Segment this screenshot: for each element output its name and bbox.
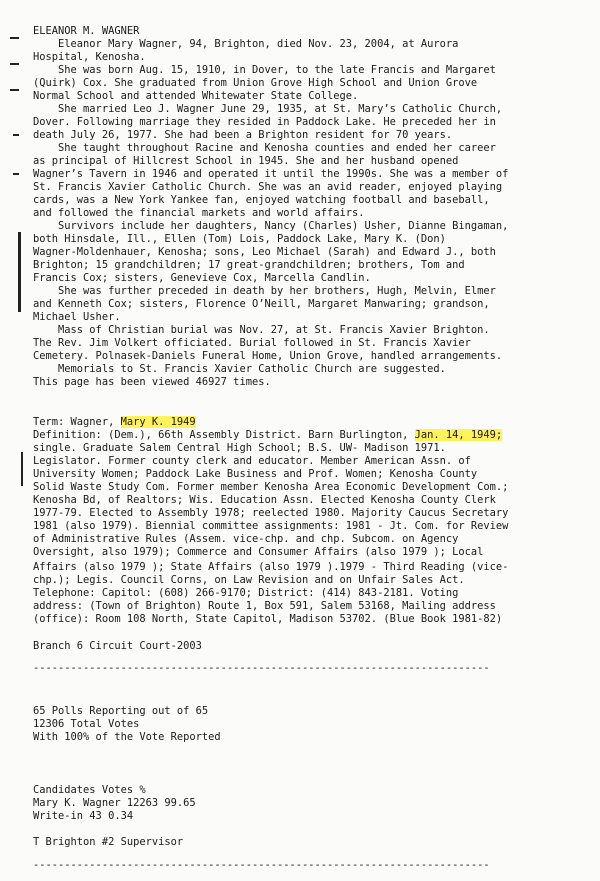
bluebook-line: University Women; Paddock Lake Business and Prof. Women; Kenosha County [33, 468, 478, 480]
footer-heading: T Brighton #2 Supervisor [33, 836, 184, 848]
obituary-line: Wagner’s Tavern in 1946 and operated it until the 1990s. She was a member of [33, 168, 509, 180]
margin-bar [18, 232, 21, 312]
obituary-line: and Kenneth Cox; sisters, Florence O’Neill, Margaret Manwaring; grandson, [33, 298, 490, 310]
obituary-line: Francis Cox; sisters, Genevieve Cox, Marcella Candlin. [33, 272, 371, 284]
margin-mark [10, 89, 19, 91]
obituary-line: Michael Usher. [33, 311, 121, 323]
obituary-line: and followed the financial markets and world affairs. [33, 207, 365, 219]
obituary-line: both Hinsdale, Ill., Ellen (Tom) Lois, Paddock Lake, Mary K. (Don) [33, 233, 446, 245]
margin-bar [21, 452, 23, 486]
bluebook-line: Oversight, also 1979); Commerce and Consumer Affairs (also 1979 ); Local [33, 546, 484, 558]
obituary-line: ELEANOR M. WAGNER [33, 25, 140, 37]
bluebook-line: Legislator. Former county clerk and educator. Member American Assn. of [33, 455, 471, 467]
bluebook-line: (office): Room 108 North, State Capitol, Madison 53702. (Blue Book 1981-82) [33, 613, 503, 625]
obituary-line: Mass of Christian burial was Nov. 27, at St. Francis Xavier Brighton. [33, 324, 490, 336]
obituary-line: She was born Aug. 15, 1910, in Dover, to the late Francis and Margaret [33, 64, 496, 76]
obituary-line: cards, was a New York Yankee fan, enjoyed watching football and baseball, [33, 194, 490, 206]
candidate-row: Mary K. Wagner 12263 99.65 [33, 797, 196, 809]
obituary-line: Survivors include her daughters, Nancy (Charles) Usher, Dianne Bingaman, [33, 220, 509, 232]
obituary-line: Brighton; 15 grandchildren; 17 great-grandchildren; brothers, Tom and [33, 259, 465, 271]
bluebook-line: Telephone: Capitol: (608) 266-9170; District: (414) 843-2181. Voting [33, 587, 459, 599]
margin-mark [13, 173, 19, 175]
bluebook-line: Affairs (also 1979 ); State Affairs (also 1979 ).1979 - Third Reading (vice- [33, 561, 509, 573]
obituary-line: Memorials to St. Francis Xavier Catholic Church are suggested. [33, 363, 446, 375]
bluebook-line: Solid Waste Study Com. Former member Kenosha Area Economic Development Com.; [33, 481, 509, 493]
obituary-line: Normal School and attended Whitewater State College. [33, 90, 359, 102]
obituary-line: Cemetery. Polnasek-Daniels Funeral Home, Union Grove, handled arrangements. [33, 350, 503, 362]
candidate-row: Write-in 43 0.34 [33, 810, 134, 822]
term-highlight: Mary K. 1949 [120, 416, 196, 428]
definition-prefix: Definition: (Dem.), 66th Assembly District. Barn Burlington, [33, 429, 415, 441]
obituary-line: (Quirk) Cox. She graduated from Union Grove High School and Union Grove [33, 77, 478, 89]
obituary-line: Dover. Following marriage they resided in Paddock Lake. He preceded her in [33, 116, 496, 128]
bluebook-line: address: (Town of Brighton) Route 1, Box 591, Salem 53168, Mailing address [33, 600, 496, 612]
obituary-line: The Rev. Jim Volkert officiated. Burial followed in St. Francis Xavier [33, 337, 471, 349]
obituary-line: as principal of Hillcrest School in 1945. She and her husband opened [33, 155, 459, 167]
margin-mark [10, 37, 19, 39]
total-votes: 12306 Total Votes [33, 718, 140, 730]
margin-mark [10, 63, 19, 65]
obituary-line: Hospital, Kenosha. [33, 51, 146, 63]
obituary-line: death July 26, 1977. She had been a Brighton resident for 70 years. [33, 129, 453, 141]
obituary-line: She taught throughout Racine and Kenosha counties and ended her career [33, 142, 496, 154]
bluebook-line: chp.); Legis. Council Corns, on Law Revision and on Unfair Sales Act. [33, 574, 465, 586]
bluebook-line: of Administrative Rules (Assem. vice-chp. and chp. Subcom. on Agency [33, 533, 459, 545]
obituary-line: Eleanor Mary Wagner, 94, Brighton, died Nov. 23, 2004, at Aurora [33, 38, 459, 50]
branch-heading: Branch 6 Circuit Court-2003 [33, 640, 202, 652]
definition-line [33, 429, 502, 442]
separator: ------------------------------------------------------------------------- [33, 662, 490, 674]
separator: ------------------------------------------------------------------------- [33, 859, 490, 871]
polls-reporting: 65 Polls Reporting out of 65 [33, 705, 209, 717]
bluebook-line: Kenosha Bd, of Realtors; Wis. Education Assn. Elected Kenosha County Clerk [33, 494, 496, 506]
bluebook-line: single. Graduate Salem Central High School; B.S. UW- Madison 1971. [33, 442, 446, 454]
margin-mark [13, 134, 19, 136]
bluebook-line: 1981 (also 1979). Biennial committee assignments: 1981 - Jt. Com. for Review [33, 520, 509, 532]
page-views: This page has been viewed 46927 times. [33, 376, 271, 388]
obituary-line: St. Francis Xavier Catholic Church. She was an avid reader, enjoyed playing [33, 181, 503, 193]
candidates-header: Candidates Votes % [33, 784, 146, 796]
term-prefix: Term: Wagner, [33, 416, 121, 428]
term-line [33, 416, 196, 429]
vote-reported: With 100% of the Vote Reported [33, 731, 221, 743]
bluebook-line: 1977-79. Elected to Assembly 1978; reelected 1980. Majority Caucus Secretary [33, 507, 509, 519]
obituary-line: She was further preceded in death by her brothers, Hugh, Melvin, Elmer [33, 285, 496, 297]
definition-highlight: Jan. 14, 1949; [414, 429, 503, 441]
obituary-line: Wagner-Moldenhauer, Kenosha; sons, Leo Michael (Sarah) and Edward J., both [33, 246, 496, 258]
obituary-line: She married Leo J. Wagner June 29, 1935, at St. Mary’s Catholic Church, [33, 103, 503, 115]
